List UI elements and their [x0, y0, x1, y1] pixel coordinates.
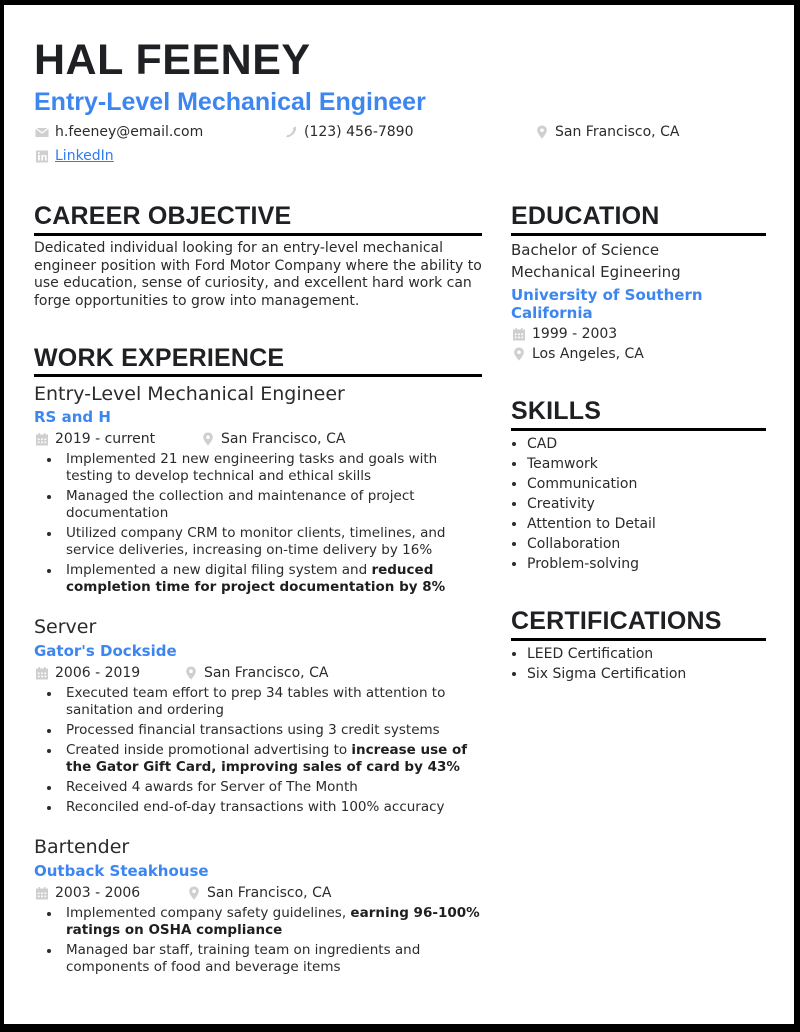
phone-icon: [284, 125, 298, 139]
job-title: Entry-Level Mechanical Engineer: [34, 383, 345, 405]
education-field: Mechanical Egineering: [511, 263, 681, 281]
contact-email: [35, 125, 203, 139]
job-dates: [35, 432, 201, 446]
job-meta: [35, 432, 345, 446]
candidate-name: HAL FEENEY: [34, 36, 311, 84]
education-location-text: Los Angeles, CA: [532, 346, 644, 362]
education-heading: EDUCATION: [511, 202, 660, 230]
job-dates-text: 2006 - 2019: [55, 665, 141, 681]
calendar-icon: [512, 327, 526, 341]
phone-text: (123) 456-7890: [304, 124, 414, 140]
linkedin-icon: [35, 149, 49, 163]
list-item: Processed financial transactions using 3 credit systems: [34, 722, 482, 739]
job-bullets: [34, 905, 482, 979]
location-text: San Francisco, CA: [555, 124, 680, 140]
job-company: RS and H: [34, 408, 111, 426]
career-objective-heading: CAREER OBJECTIVE: [34, 202, 292, 230]
list-item: Received 4 awards for Server of The Month: [34, 779, 482, 796]
list-item: Creativity: [511, 494, 766, 514]
map-pin-icon: [184, 666, 198, 680]
list-item: Implemented a new digital filing system and reduced completion time for project documentation by 8%: [34, 562, 482, 596]
list-item: Teamwork: [511, 454, 766, 474]
education-degree: Bachelor of Science: [511, 241, 660, 259]
education-school: University of Southern California: [511, 286, 703, 322]
job-location: [184, 666, 328, 680]
list-item: Created inside promotional advertising to increase use of the Gator Gift Card, improving sales of card by 43%: [34, 742, 482, 776]
candidate-title: Entry-Level Mechanical Engineer: [34, 88, 426, 116]
map-pin-icon: [535, 125, 549, 139]
job-dates-text: 2019 - current: [55, 431, 156, 447]
job-meta: [35, 666, 328, 680]
contact-location: [535, 125, 679, 139]
job-company: Outback Steakhouse: [34, 862, 209, 880]
section-divider: [511, 428, 766, 431]
education-dates-text: 1999 - 2003: [532, 326, 618, 342]
section-divider: [34, 233, 482, 236]
job-dates: [35, 886, 187, 900]
skills-heading: SKILLS: [511, 397, 602, 425]
list-item: Problem-solving: [511, 554, 766, 574]
resume-page: [4, 5, 794, 1024]
education-dates: [512, 327, 617, 341]
job-dates-text: 2003 - 2006: [55, 885, 141, 901]
job-meta: [35, 886, 331, 900]
list-item: Collaboration: [511, 534, 766, 554]
contact-phone: [284, 125, 414, 139]
list-item: Utilized company CRM to monitor clients, timelines, and service deliveries, increasing on-time delivery by 16%: [34, 525, 482, 559]
job-dates: [35, 666, 184, 680]
list-item: Attention to Detail: [511, 514, 766, 534]
list-item: Communication: [511, 474, 766, 494]
job-location-text: San Francisco, CA: [204, 665, 329, 681]
linkedin-link[interactable]: LinkedIn: [55, 148, 114, 164]
map-pin-icon: [512, 347, 526, 361]
job-location-text: San Francisco, CA: [207, 885, 332, 901]
certifications-heading: CERTIFICATIONS: [511, 607, 722, 635]
certifications-list: [511, 644, 766, 684]
work-experience-heading: WORK EXPERIENCE: [34, 344, 285, 372]
list-item: Executed team effort to prep 34 tables with attention to sanitation and ordering: [34, 685, 482, 719]
calendar-icon: [35, 666, 49, 680]
list-item: Managed the collection and maintenance of project documentation: [34, 488, 482, 522]
email-text: h.feeney@email.com: [55, 124, 204, 140]
list-item: Implemented 21 new engineering tasks and goals with testing to develop technical and ethical skills: [34, 451, 482, 485]
section-divider: [34, 374, 482, 377]
list-item: Implemented company safety guidelines, earning 96-100% ratings on OSHA compliance: [34, 905, 482, 939]
section-divider: [511, 638, 766, 641]
map-pin-icon: [201, 432, 215, 446]
contact-linkedin: [35, 149, 114, 163]
envelope-icon: [35, 125, 49, 139]
job-title: Server: [34, 616, 97, 638]
list-item: Reconciled end-of-day transactions with 100% accuracy: [34, 799, 482, 816]
job-location-text: San Francisco, CA: [221, 431, 346, 447]
list-item: CAD: [511, 434, 766, 454]
job-bullets: [34, 451, 482, 599]
career-objective-text: Dedicated individual looking for an entry-level mechanical engineer position with Ford Motor Company where the ability to use education, sense of curiosity, and excellent hard work can forge opportunities to grow into management.: [34, 240, 482, 309]
list-item: LEED Certification: [511, 644, 766, 664]
section-divider: [511, 233, 766, 236]
list-item: Managed bar staff, training team on ingredients and components of food and beverage items: [34, 942, 482, 976]
list-item: Six Sigma Certification: [511, 664, 766, 684]
skills-list: [511, 434, 766, 574]
job-title: Bartender: [34, 836, 130, 858]
job-bullets: [34, 685, 482, 819]
job-company: Gator's Dockside: [34, 642, 177, 660]
calendar-icon: [35, 886, 49, 900]
calendar-icon: [35, 432, 49, 446]
job-location: [187, 886, 331, 900]
education-location: [512, 347, 644, 361]
map-pin-icon: [187, 886, 201, 900]
job-location: [201, 432, 345, 446]
